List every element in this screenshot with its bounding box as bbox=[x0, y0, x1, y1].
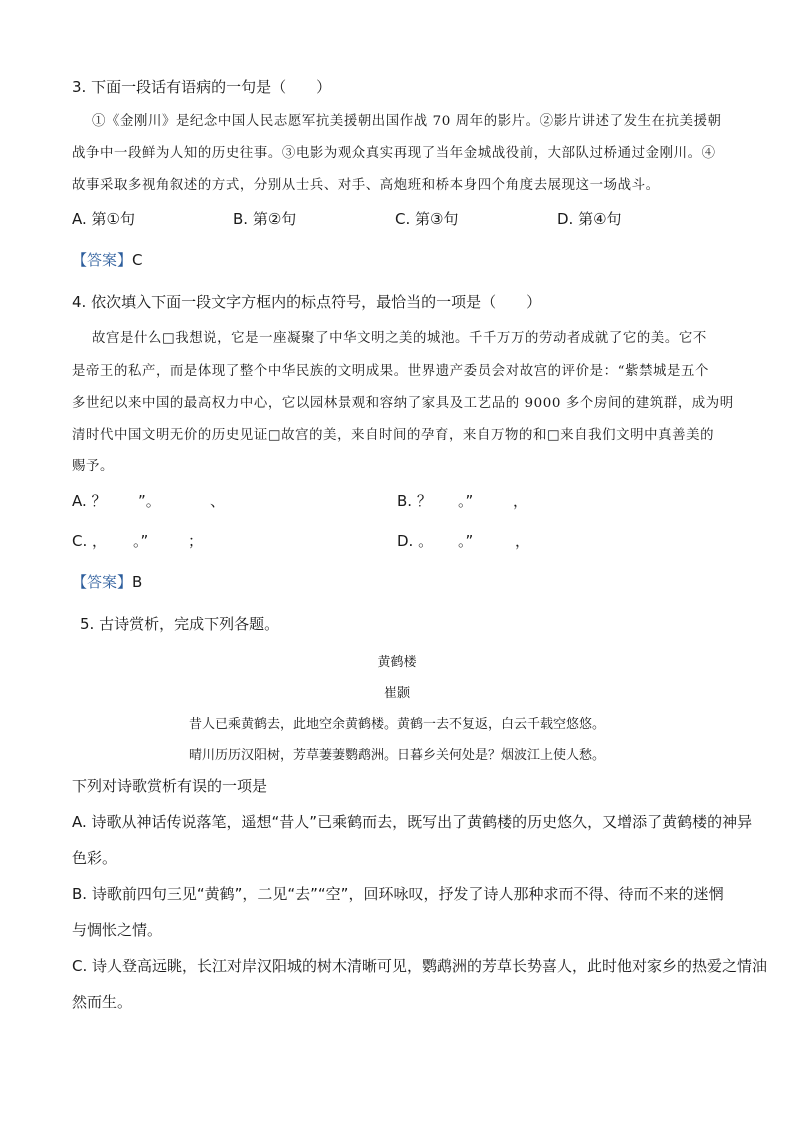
q5-choice-b-line-2: 与惆怅之情。 bbox=[72, 921, 163, 939]
q3-passage-line-2: 战争中一段鲜为人知的历史往事。③电影为观众真实再现了当年金城战役前，大部队过桥通过金刚川。④ bbox=[72, 146, 716, 161]
q3-option-a: A. 第①句 bbox=[72, 210, 135, 228]
q4-option-c-mark-3: ； bbox=[188, 532, 204, 550]
q5-choice-a-line-2: 色彩。 bbox=[72, 849, 118, 867]
answer-tag: 【答案】 bbox=[72, 573, 133, 591]
q4-option-c-label: C. ， bbox=[72, 532, 108, 550]
q4-stem: 4. 依次填入下面一段文字方框内的标点符号，最恰当的一项是（ ） bbox=[72, 293, 542, 311]
answer-value: B bbox=[132, 573, 143, 591]
q5-choice-b-line-1: B. 诗歌前四句三见“黄鹤”，二见“去”“空”，回环咏叹，抒发了诗人那种求而不得、待而不来的迷惘 bbox=[72, 885, 724, 903]
poem-line-1: 昔人已乘黄鹤去，此地空余黄鹤楼。黄鹤一去不复返，白云千载空悠悠。 bbox=[188, 717, 605, 732]
poem-author: 崔颢 bbox=[383, 686, 410, 701]
q4-option-b-mark-2: 。” bbox=[458, 492, 474, 510]
q4-option-c-mark-2: 。” bbox=[133, 532, 149, 550]
q4-option-d-mark-3: ， bbox=[515, 532, 531, 550]
q5-choice-a-line-1: A. 诗歌从神话传说落笔，遥想“昔人”已乘鹤而去，既写出了黄鹤楼的历史悠久，又增添了黄鹤楼的神异 bbox=[72, 813, 753, 831]
q5-sub-stem: 下列对诗歌赏析有误的一项是 bbox=[72, 777, 268, 795]
q4-option-d-label: D. 。 bbox=[397, 532, 434, 550]
q3-stem: 3. 下面一段话有语病的一句是（ ） bbox=[72, 78, 332, 96]
poem-line-2: 晴川历历汉阳树，芳草萋萋鹦鹉洲。日暮乡关何处是？烟波江上使人愁。 bbox=[188, 748, 605, 763]
q4-passage-line-5: 赐予。 bbox=[72, 459, 114, 474]
q4-passage-line-4: 清时代中国文明无价的历史见证□故宫的美，来自时间的孕育，来自万物的和□来自我们文明中真善美的 bbox=[72, 428, 715, 443]
q3-passage-line-1: ①《金刚川》是纪念中国人民志愿军抗美援朝出国作战 70 周年的影片。②影片讲述了发生在抗美援朝 bbox=[92, 114, 722, 129]
q4-option-a-mark-2: ”。 bbox=[138, 492, 161, 510]
q3-answer bbox=[72, 249, 143, 270]
q3-passage-line-3: 故事采取多视角叙述的方式，分别从士兵、对手、高炮班和桥本身四个角度去展现这一场战斗。 bbox=[72, 178, 660, 193]
q5-choice-c-line-2: 然而生。 bbox=[72, 993, 133, 1011]
q4-answer bbox=[72, 571, 142, 592]
q4-option-b-label: B. ？ bbox=[397, 492, 432, 510]
q3-option-c: C. 第③句 bbox=[395, 210, 459, 228]
q4-option-b-mark-3: ， bbox=[513, 492, 529, 510]
q4-passage-line-3: 多世纪以来中国的最高权力中心，它以园林景观和容纳了家具及工艺品的 9000 多个房间的建筑群，成为明 bbox=[72, 396, 734, 411]
q4-passage-line-1: 故宫是什么□我想说，它是一座凝聚了中华文明之美的城池。千千万万的劳动者成就了它的美。它不 bbox=[92, 331, 707, 346]
poem-title: 黄鹤楼 bbox=[377, 655, 417, 670]
q4-option-a-mark-3: 、 bbox=[210, 492, 226, 510]
q5-stem: 5. 古诗赏析，完成下列各题。 bbox=[80, 615, 280, 633]
q4-passage-line-2: 是帝王的私产，而是体现了整个中华民族的文明成果。世界遗产委员会对故宫的评价是：“紫禁城是五个 bbox=[72, 364, 710, 379]
q3-option-b: B. 第②句 bbox=[233, 210, 297, 228]
answer-tag: 【答案】 bbox=[72, 251, 133, 269]
answer-value: C bbox=[132, 251, 143, 269]
q4-option-a-label: A. ？ bbox=[72, 492, 107, 510]
q4-option-d-mark-2: 。” bbox=[458, 532, 474, 550]
q3-option-d: D. 第④句 bbox=[557, 210, 622, 228]
q5-choice-c-line-1: C. 诗人登高远眺，长江对岸汉阳城的树木清晰可见，鹦鹉洲的芳草长势喜人，此时他对家乡的热爱之情油 bbox=[72, 957, 768, 975]
